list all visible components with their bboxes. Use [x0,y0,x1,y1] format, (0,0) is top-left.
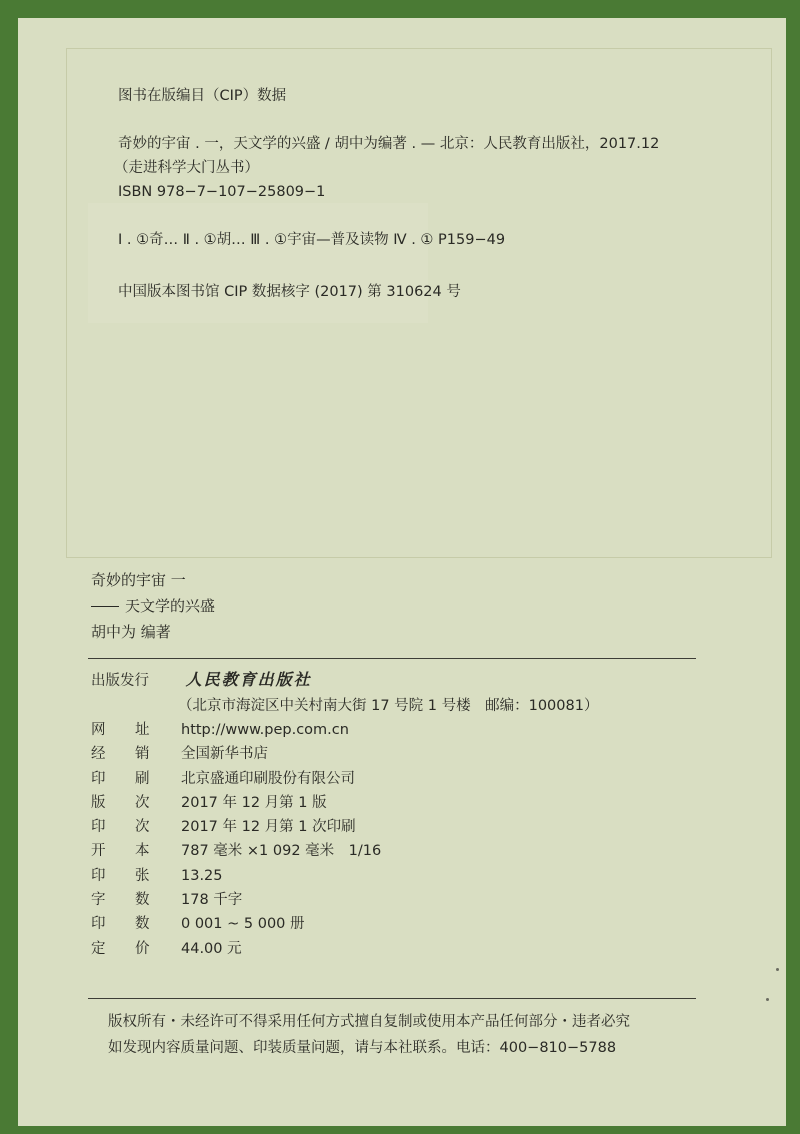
info-row [91,791,381,815]
publisher-row [91,670,312,691]
publication-info-table [91,718,381,961]
faded-background-mark [88,203,428,323]
info-value: 787 毫米 ×1 092 毫米 1/16 [181,843,382,860]
publisher-logo: 人民教育出版社 [185,670,312,689]
paper-speck [766,998,769,1001]
info-key-2: 址 [135,722,150,738]
info-row [91,912,381,936]
info-key-1: 版 [91,794,106,811]
info-key-2: 次 [135,819,150,836]
publisher-label: 出版发行 [91,673,149,689]
book-title: 奇妙的宇宙 一 [91,571,186,589]
info-key-2: 销 [135,746,150,763]
info-key-1: 网 [91,722,106,738]
info-value: 44.00 元 [181,940,242,957]
book-subtitle [91,596,215,616]
publisher-address: （北京市海淀区中关村南大街 17 号院 1 号楼 邮编：100081） [178,698,599,714]
copyright-page [18,18,786,1126]
info-value: 13.25 [181,867,223,884]
info-row [91,718,381,742]
info-value: 2017 年 12 月第 1 次印刷 [181,819,356,836]
info-row [91,767,381,791]
info-key-2: 刷 [135,770,150,787]
info-value: 2017 年 12 月第 1 版 [181,794,327,811]
info-key-1: 开 [91,843,106,860]
quality-contact: 如发现内容质量问题、印装质量问题，请与本社联系。电话：400−810−5788 [108,1040,617,1056]
info-value: 178 千字 [181,892,243,909]
info-key-2: 次 [135,794,150,811]
cip-title: 图书在版编目（CIP）数据 [118,88,287,104]
book-subtitle-text: 天文学的兴盛 [125,597,216,615]
divider-top [88,658,696,659]
info-key-1: 字 [91,892,106,909]
book-author: 胡中为 编著 [91,623,171,641]
info-key-2: 张 [135,867,150,884]
info-key-2: 价 [135,940,150,957]
info-row [91,839,381,863]
cip-line-1: 奇妙的宇宙 . 一，天文学的兴盛 / 胡中为编著 . — 北京：人民教育出版社，2017.12 [118,136,660,152]
info-key-1: 印 [91,867,106,884]
info-key-1: 经 [91,746,106,763]
info-row [91,815,381,839]
info-key-1: 印 [91,916,106,933]
info-value: 0 001 ~ 5 000 册 [181,916,305,933]
info-row [91,742,381,766]
info-row [91,864,381,888]
copyright-notice: 版权所有・未经许可不得采用任何方式擅自复制或使用本产品任何部分・违者必究 [108,1014,630,1030]
info-key-2: 数 [135,892,150,909]
info-value: 北京盛通印刷股份有限公司 [181,770,355,787]
info-value: 全国新华书店 [181,746,268,763]
info-row [91,888,381,912]
cip-line-3: ISBN 978−7−107−25809−1 [118,184,326,200]
info-key-1: 印 [91,770,106,787]
info-value: http://www.pep.com.cn [181,722,349,738]
dash-rule [91,606,119,607]
cip-line-4: Ⅰ . ①奇… Ⅱ . ①胡… Ⅲ . ①宇宙—普及读物 Ⅳ . ① P159−49 [118,232,506,248]
info-key-2: 数 [135,916,150,933]
info-key-1: 印 [91,819,106,836]
divider-bottom [88,998,696,999]
info-row [91,937,381,961]
info-key-2: 本 [135,843,150,860]
cip-line-5: 中国版本图书馆 CIP 数据核字 (2017) 第 310624 号 [118,284,461,300]
cip-line-2: （走进科学大门丛书） [114,160,259,176]
paper-speck [776,968,779,971]
info-key-1: 定 [91,940,106,957]
